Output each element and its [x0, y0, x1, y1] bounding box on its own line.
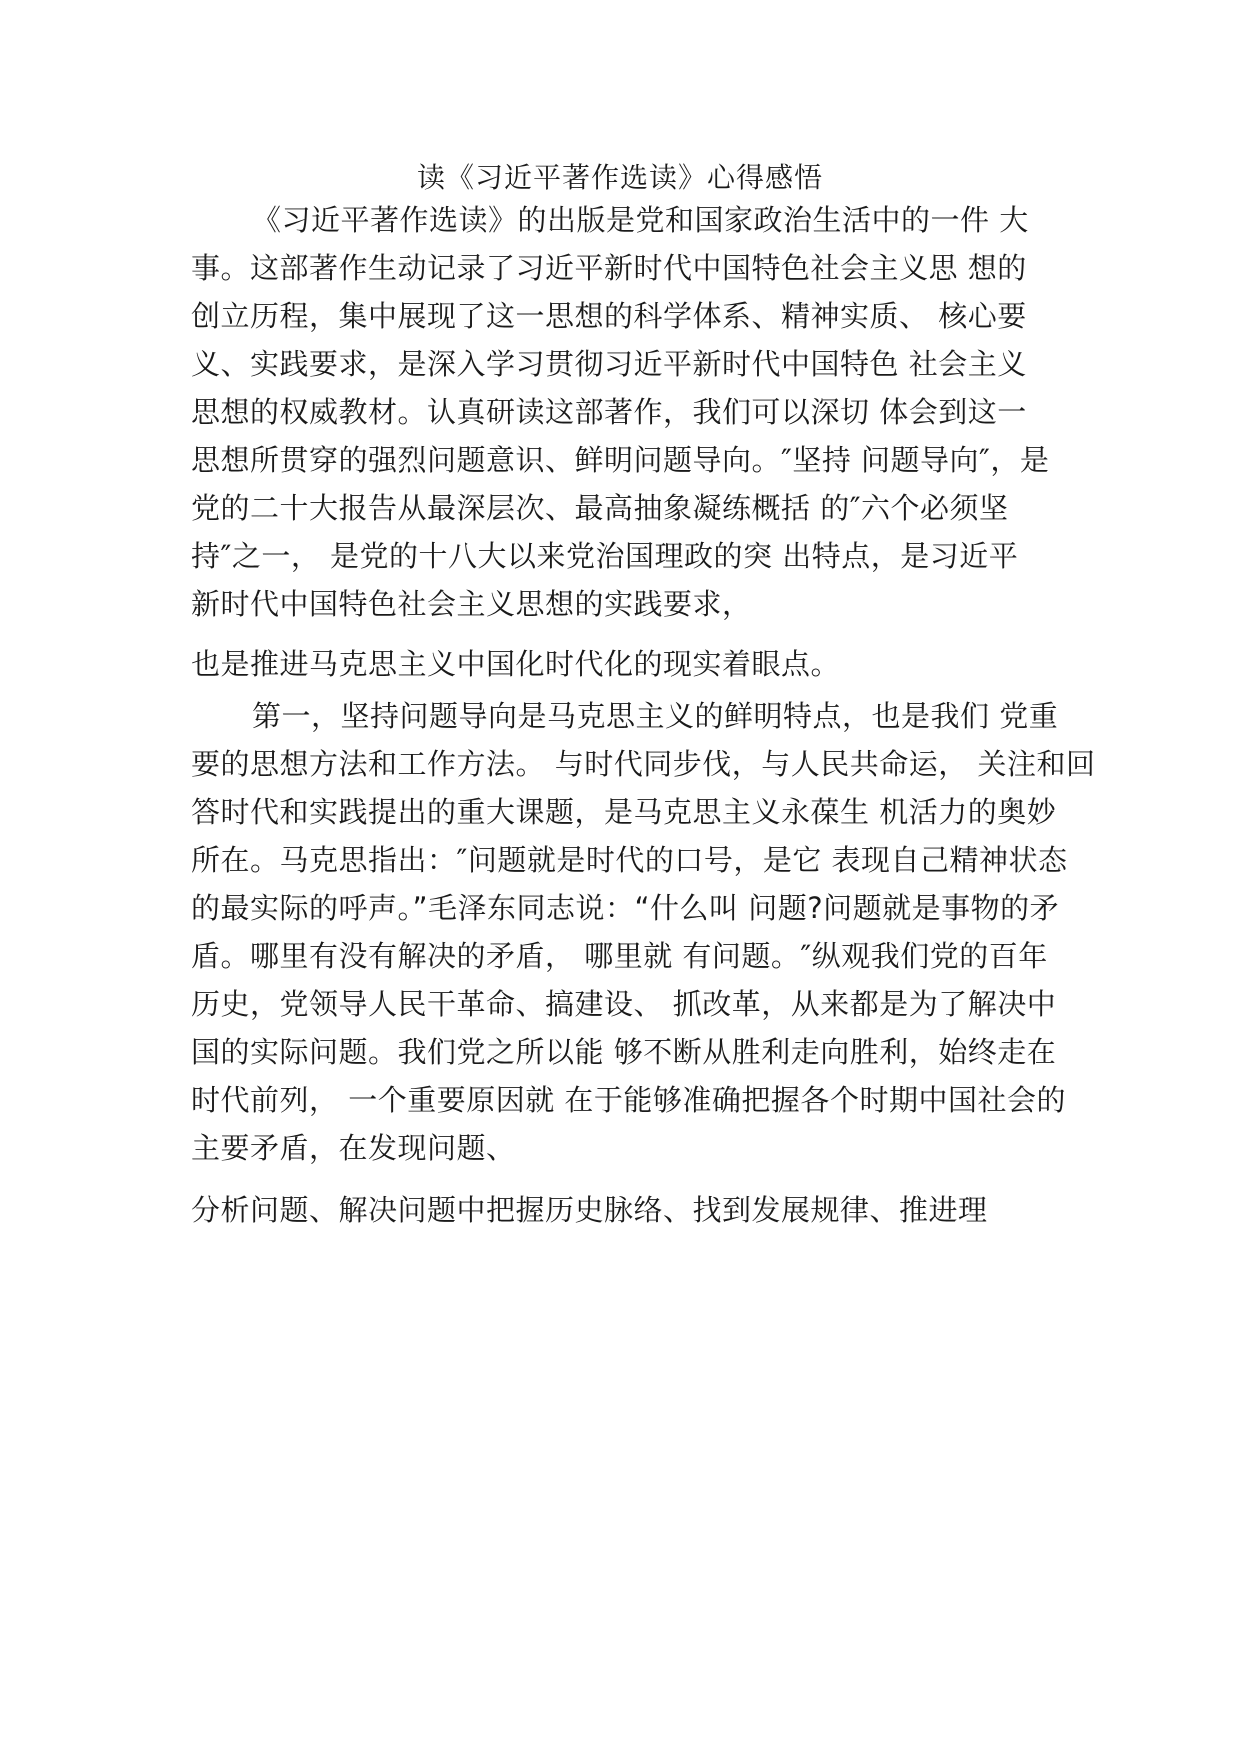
paragraph-3-line-10: 主要矛盾，在发现问题、 [191, 1131, 516, 1165]
paragraph-1-line-3: 创立历程，集中展现了这一思想的科学体系、精神实质、 核心要 [191, 299, 1027, 333]
paragraph-1-line-7: 党的二十大报告从最深层次、最高抽象凝练概括 的″六个必须坚 [191, 491, 1009, 525]
paragraph-3-line-8: 国的实际问题。我们党之所以能 够不断从胜利走向胜利，始终走在 [191, 1035, 1057, 1069]
paragraph-3-line-9: 时代前列， 一个重要原因就 在于能够准确把握各个时期中国社会的 [191, 1083, 1066, 1117]
paragraph-4-line-1: 分析问题、解决问题中把握历史脉络、找到发展规律、推进理 [191, 1193, 988, 1227]
paragraph-1-line-9: 新时代中国特色社会主义思想的实践要求， [191, 587, 752, 621]
paragraph-3-line-4: 所在。马克思指出：″问题就是时代的口号，是它 表现自己精神状态 [191, 843, 1068, 877]
paragraph-1-line-2: 事。这部著作生动记录了习近平新时代中国特色社会主义思 想的 [191, 251, 1027, 285]
paragraph-3-line-5: 的最实际的呼声。”毛泽东同志说：“什么叫 问题?问题就是事物的矛 [191, 891, 1060, 925]
paragraph-2-line-1: 也是推进马克思主义中国化时代化的现实着眼点。 [191, 647, 841, 681]
paragraph-3-line-2: 要的思想方法和工作方法。 与时代同步伐，与人民共命运， 关注和回 [191, 747, 1096, 781]
document-title: 读《习近平著作选读》心得感悟 [416, 161, 823, 194]
paragraph-3-line-7: 历史，党领导人民干革命、搞建设、 抓改革，从来都是为了解决中 [191, 987, 1057, 1021]
paragraph-3-line-3: 答时代和实践提出的重大课题，是马克思主义永葆生 机活力的奥妙 [191, 795, 1057, 829]
paragraph-1-line-8: 持″之一， 是党的十八大以来党治国理政的突 出特点，是习近平 [191, 539, 1019, 573]
paragraph-3-line-1: 第一，坚持问题导向是马克思主义的鲜明特点，也是我们 党重 [252, 699, 1059, 733]
paragraph-1-line-6: 思想所贯穿的强烈问题意识、鲜明问题导向。″坚持 问题导向″，是 [191, 443, 1050, 477]
paragraph-1-line-1: 《习近平著作选读》的出版是党和国家政治生活中的一件 大 [252, 203, 1029, 237]
paragraph-3-line-6: 盾。哪里有没有解决的矛盾， 哪里就 有问题。″纵观我们党的百年 [191, 939, 1048, 973]
paragraph-1-line-5: 思想的权威教材。认真研读这部著作，我们可以深切 体会到这一 [191, 395, 1027, 429]
paragraph-1-line-4: 义、实践要求，是深入学习贯彻习近平新时代中国特色 社会主义 [191, 347, 1027, 381]
